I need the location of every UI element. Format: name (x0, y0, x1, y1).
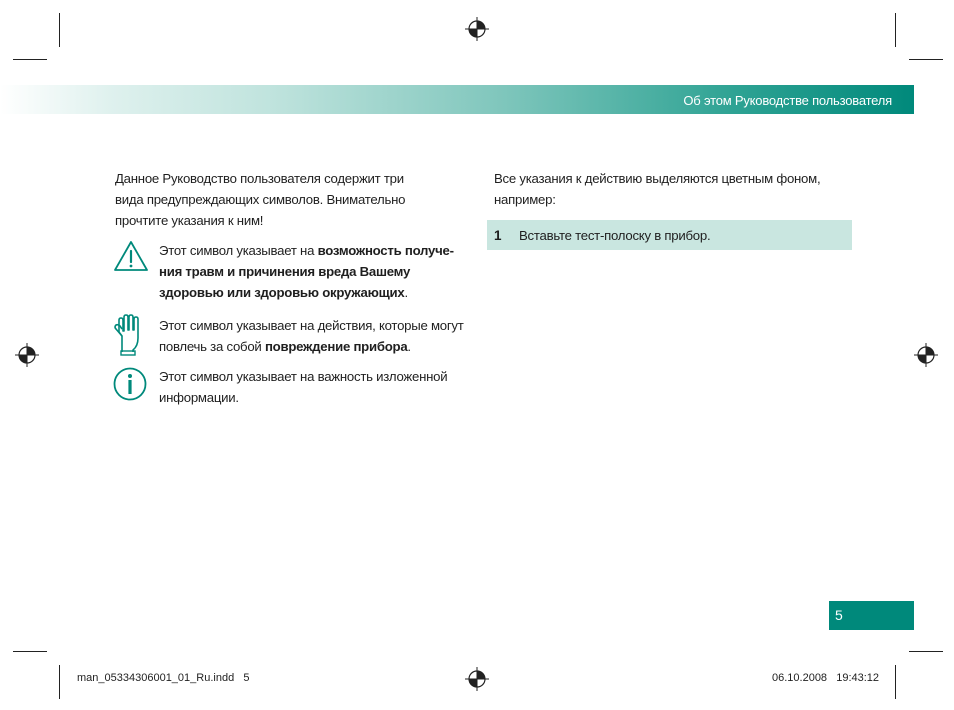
crop-mark (13, 59, 47, 60)
hand-icon (113, 314, 145, 356)
intro-paragraph: Данное Руководство пользователя содержит три вида предупреждающих символов. Внимательно прочтите указания к ним! (115, 171, 406, 228)
registration-mark-icon (465, 17, 489, 41)
warning-description: Этот символ указывает на возможность получе-ния травм и причинения вреда Вашему здоровью или здоровью окружающих. (159, 243, 454, 300)
warning-triangle-icon (113, 240, 149, 272)
hand-description: Этот символ указывает на действия, которые могут повлечь за собой повреждение прибора. (159, 318, 464, 354)
registration-mark-icon (15, 343, 39, 367)
page-title: Об этом Руководстве пользователя (683, 93, 892, 108)
crop-mark (895, 665, 896, 699)
registration-mark-icon (914, 343, 938, 367)
crop-mark (13, 651, 47, 652)
crop-mark (909, 651, 943, 652)
crop-mark (59, 665, 60, 699)
info-icon (113, 367, 147, 401)
footer-filename: man_05334306001_01_Ru.indd 5 (77, 672, 250, 684)
example-step-text: Вставьте тест-полоску в прибор. (519, 228, 711, 243)
crop-mark (909, 59, 943, 60)
instructions-intro: Все указания к действию выделяются цветным фоном, например: (494, 171, 821, 207)
info-description: Этот символ указывает на важность изложенной информации. (159, 369, 448, 405)
registration-mark-icon (465, 667, 489, 691)
crop-mark (59, 13, 60, 47)
example-step-number: 1 (494, 228, 502, 243)
crop-mark (895, 13, 896, 47)
footer-datetime: 06.10.2008 19:43:12 (772, 672, 880, 684)
page-number: 5 (835, 607, 843, 623)
